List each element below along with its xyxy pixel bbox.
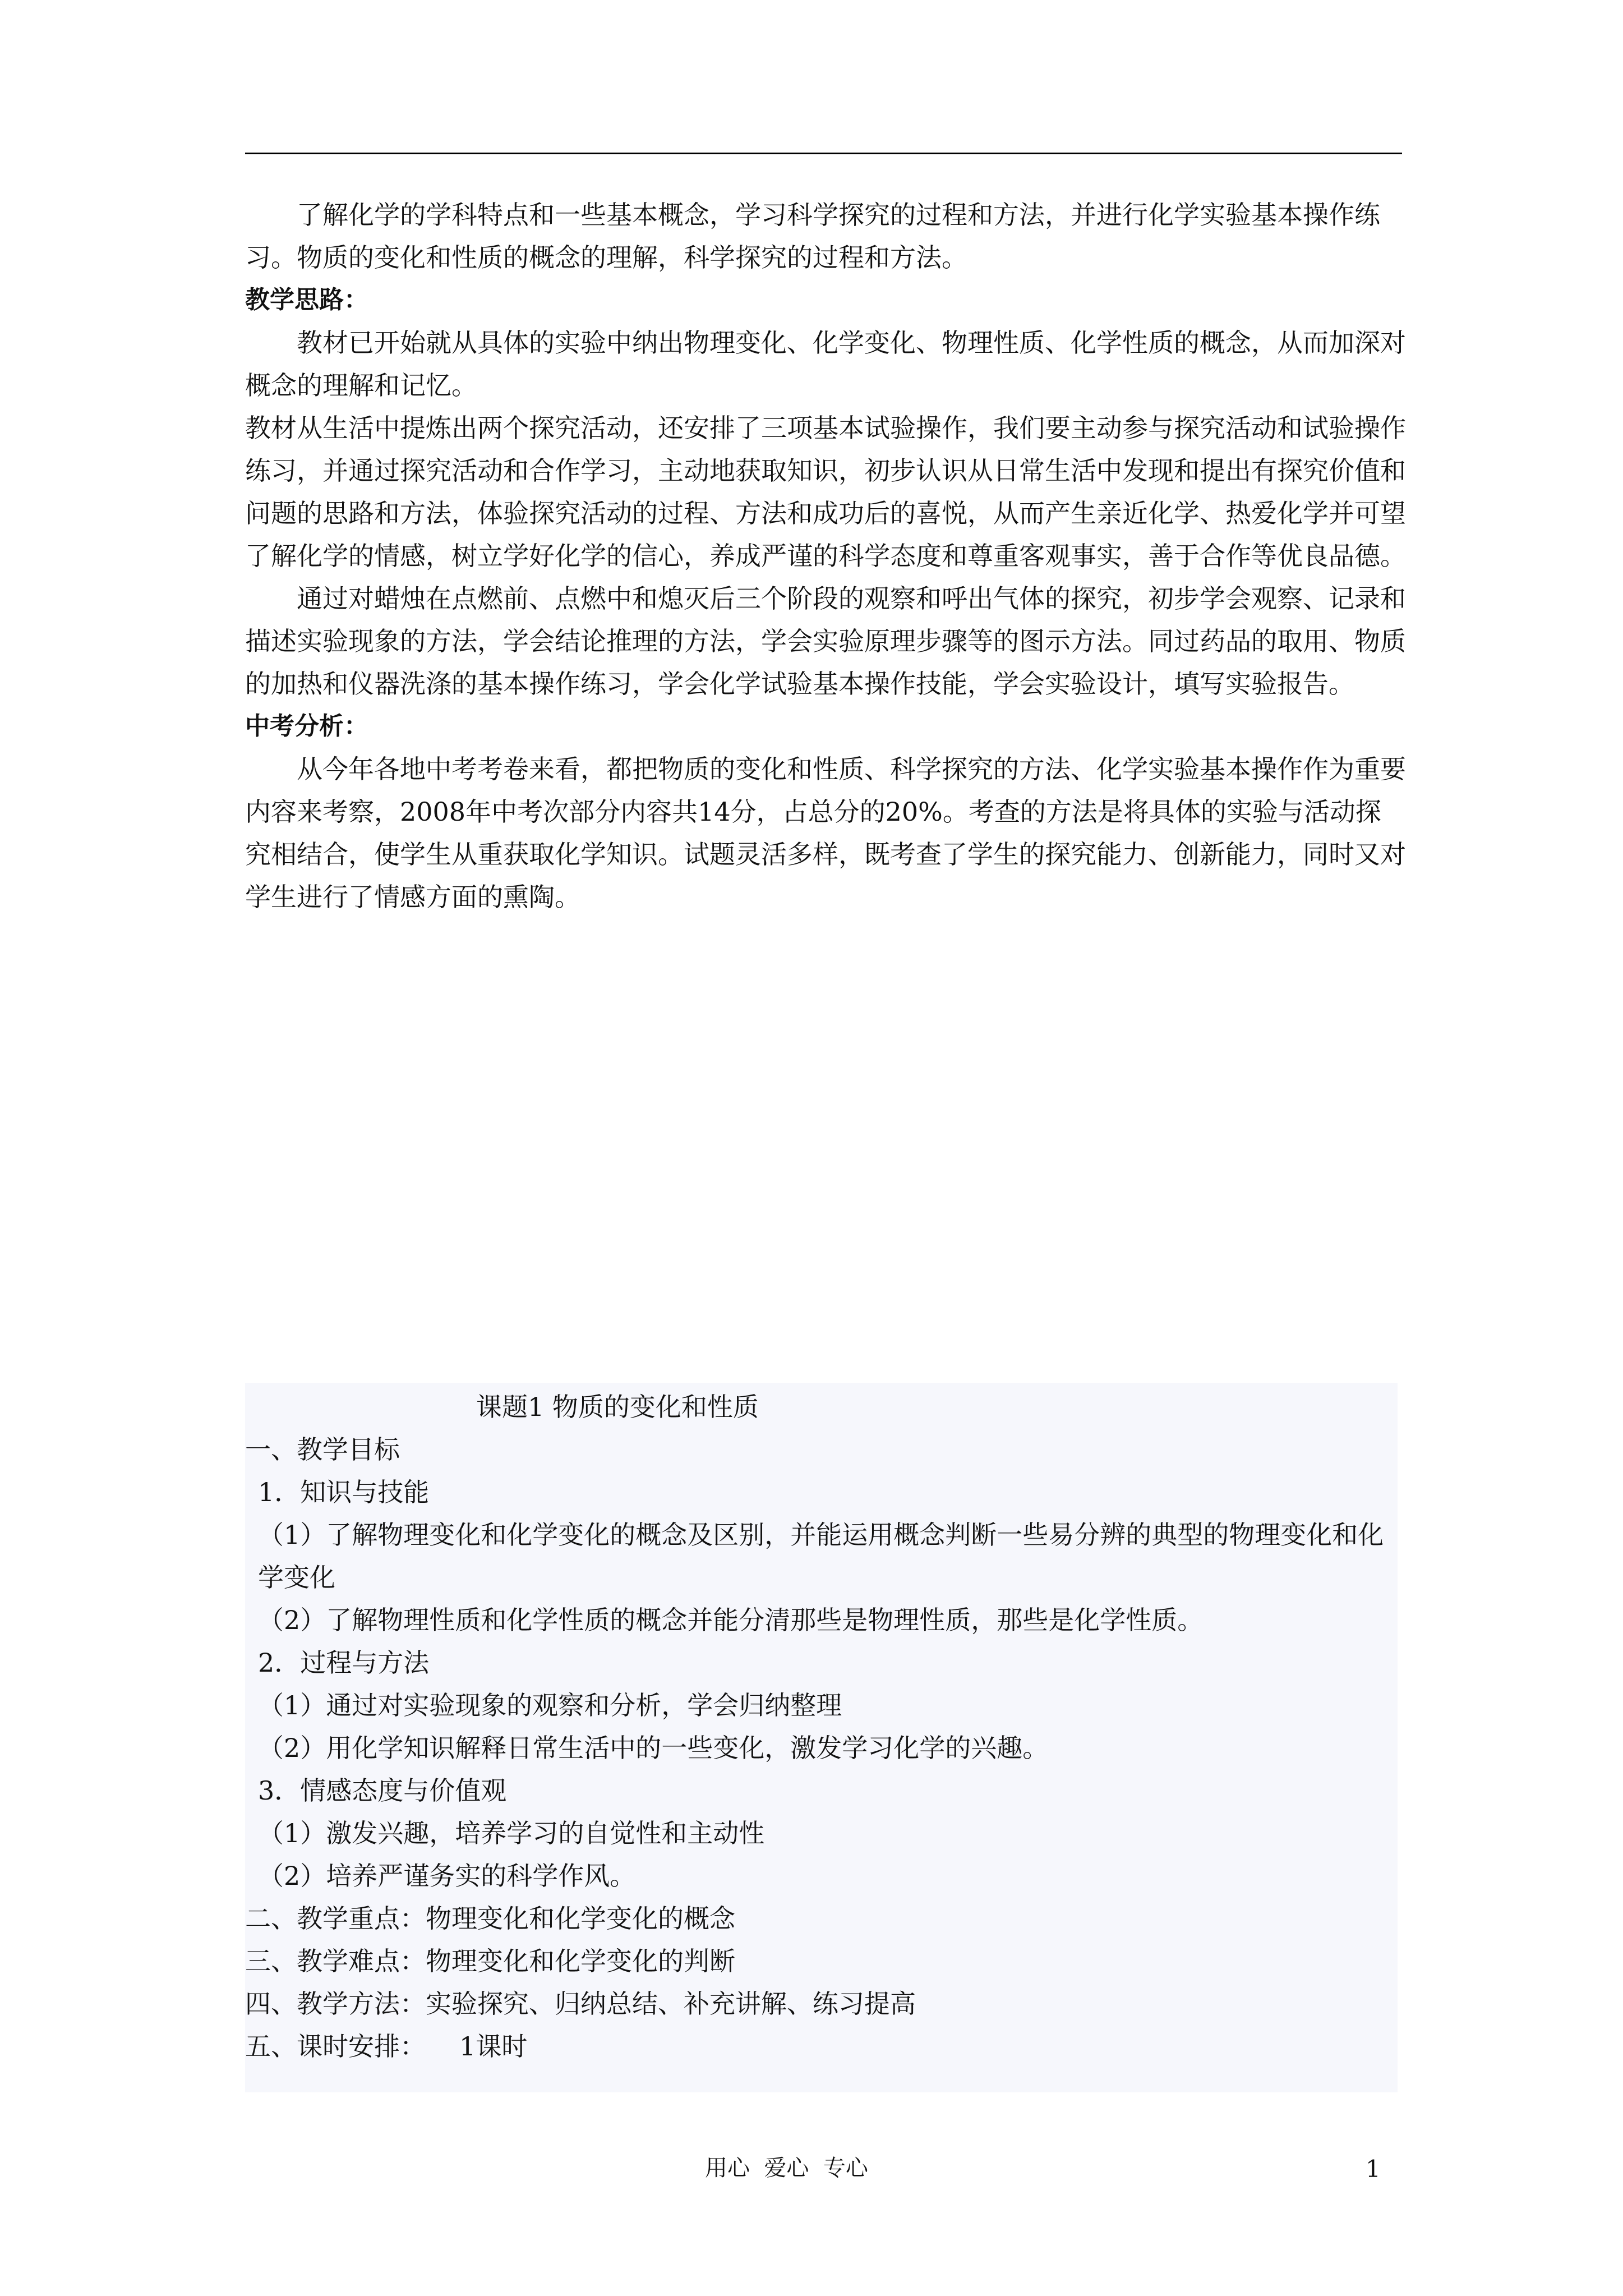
footer-motto: 用心 爱心 专心: [705, 2155, 868, 2181]
process-item-2: （2）用化学知识解释日常生活中的一些变化，激发学习化学的兴趣。: [258, 1733, 1049, 1763]
objectives-heading: 一、教学目标: [245, 1434, 400, 1465]
intro-paragraph: 了解化学的学科特点和一些基本概念，学习科学探究的过程和方法，并进行化学实验基本操作练习。物质的变化和性质的概念的理解，科学探究的过程和方法。: [245, 200, 1380, 273]
class-schedule-value: 1课时: [459, 2031, 528, 2062]
exam-analysis-heading: 中考分析：: [245, 712, 368, 740]
lesson-title: 课题1 物质的变化和性质: [476, 1392, 759, 1422]
process-item-1: （1）通过对实验现象的观察和分析，学会归纳整理: [258, 1690, 842, 1720]
document-body-top: [245, 194, 1406, 918]
attitude-item-1: （1）激发兴趣，培养学习的自觉性和主动性: [258, 1818, 765, 1848]
page-number: 1: [1366, 2155, 1381, 2183]
process-methods-heading: 2．过程与方法: [258, 1648, 430, 1678]
attitude-values-heading: 3．情感态度与价值观: [258, 1775, 507, 1806]
header-rule: [245, 153, 1402, 154]
knowledge-item-2: （2）了解物理性质和化学性质的概念并能分清那些是物理性质，那些是化学性质。: [258, 1605, 1204, 1635]
teaching-approach-paragraph-1: 教材已开始就从具体的实验中纳出物理变化、化学变化、物理性质、化学性质的概念，从而加深对概念的理解和记忆。: [245, 328, 1406, 401]
attitude-item-2: （2）培养严谨务实的科学作风。: [258, 1861, 636, 1891]
knowledge-item-1: （1）了解物理变化和化学变化的概念及区别，并能运用概念判断一些易分辨的典型的物理变化和化学变化: [258, 1520, 1384, 1593]
teaching-difficulty: 三、教学难点：物理变化和化学变化的判断: [245, 1946, 735, 1976]
teaching-approach-paragraph-3: 通过对蜡烛在点燃前、点燃中和熄灭后三个阶段的观察和呼出气体的探究，初步学会观察、记录和描述实验现象的方法，学会结论推理的方法，学会实验原理步骤等的图示方法。同过药品的取用、物质的加热和仪器洗涤的基本操作练习，学会化学试验基本操作技能，学会实验设计，填写实验报告。: [245, 583, 1406, 699]
knowledge-skills-heading: 1．知识与技能: [258, 1477, 430, 1507]
exam-analysis-paragraph: 从今年各地中考考卷来看，都把物质的变化和性质、科学探究的方法、化学实验基本操作作为重要内容来考察，2008年中考次部分内容共14分，占总分的20%。考查的方法是将具体的实验与活动探究相结合，使学生从重获取化学知识。试题灵活多样，既考查了学生的探究能力、创新能力，同时又对学生进行了情感方面的熏陶。: [245, 754, 1406, 912]
teaching-approach-paragraph-2: 教材从生活中提炼出两个探究活动，还安排了三项基本试验操作，我们要主动参与探究活动和试验操作练习，并通过探究活动和合作学习，主动地获取知识，初步认识从日常生活中发现和提出有探究价值和问题的思路和方法，体验探究活动的过程、方法和成功后的喜悦，从而产生亲近化学、热爱化学并可望了解化学的情感，树立学好化学的信心，养成严谨的科学态度和尊重客观事实，善于合作等优良品德。: [245, 413, 1406, 571]
teaching-methods: 四、教学方法：实验探究、归纳总结、补充讲解、练习提高: [245, 1989, 916, 2019]
teaching-key-point: 二、教学重点：物理变化和化学变化的概念: [245, 1903, 735, 1934]
teaching-approach-heading: 教学思路：: [245, 286, 368, 314]
class-schedule: [245, 2025, 1406, 2068]
lesson-plan: [245, 1386, 1406, 2068]
class-schedule-label: 五、课时安排：: [245, 2031, 426, 2062]
